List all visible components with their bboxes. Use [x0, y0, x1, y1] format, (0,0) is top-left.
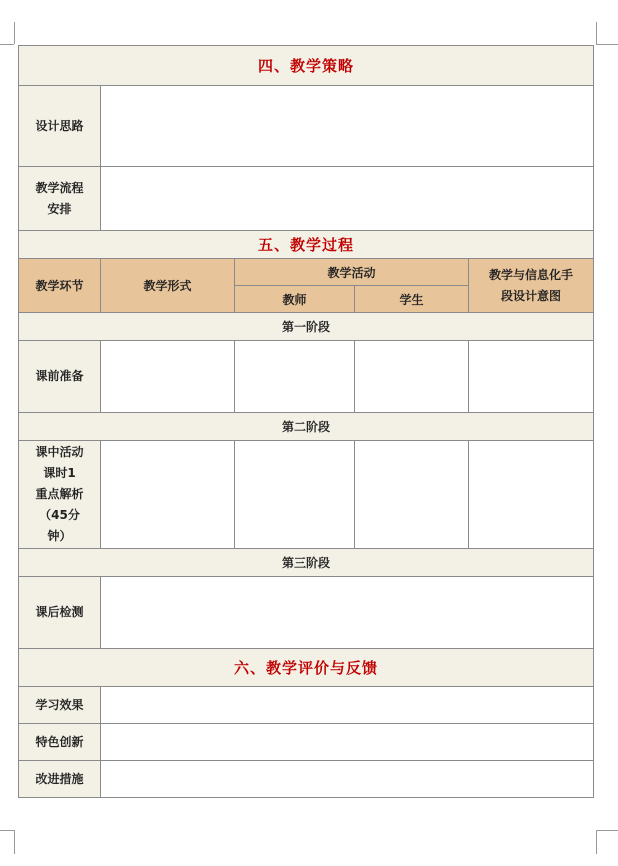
header-teacher: 教师 — [235, 286, 355, 313]
effect-content-cell[interactable] — [101, 687, 594, 724]
in-class-row — [19, 441, 594, 549]
in-class-form-cell[interactable] — [101, 441, 235, 549]
stage3-title: 第三阶段 — [19, 549, 594, 577]
post-class-label: 课后检测 — [19, 577, 101, 649]
lesson-plan-table — [18, 45, 594, 798]
crop-mark-bottom-left-v — [14, 830, 15, 854]
crop-mark-bottom-right — [596, 830, 618, 831]
header-intent-line1: 教学与信息化手 — [489, 267, 574, 282]
in-class-student-cell[interactable] — [355, 441, 469, 549]
process-section-title: 五、教学过程 — [19, 231, 594, 259]
evaluation-section-row — [19, 649, 594, 687]
process-header-row-1 — [19, 259, 594, 286]
flow-label-line1: 教学流程 — [35, 180, 84, 195]
improvement-content-cell[interactable] — [101, 761, 594, 798]
in-class-teacher-cell[interactable] — [235, 441, 355, 549]
in-class-label-line2: 课时1 — [43, 466, 76, 480]
crop-mark-top-right — [596, 44, 618, 45]
improvement-row — [19, 761, 594, 798]
crop-mark-top-left-v — [14, 22, 15, 44]
flow-label-line2: 安排 — [47, 201, 72, 216]
header-intent-line2: 段设计意图 — [501, 288, 562, 303]
header-intent — [469, 259, 594, 313]
crop-mark-top-left — [0, 44, 14, 45]
stage2-title: 第二阶段 — [19, 413, 594, 441]
crop-mark-bottom-right-v — [596, 830, 597, 854]
process-section-row — [19, 231, 594, 259]
in-class-label-line5: 钟） — [47, 529, 72, 543]
evaluation-section-title: 六、教学评价与反馈 — [19, 649, 594, 687]
crop-mark-bottom-left — [0, 830, 14, 831]
crop-mark-top-right-v — [596, 22, 597, 44]
innovation-content-cell[interactable] — [101, 724, 594, 761]
design-row — [19, 86, 594, 167]
post-class-row — [19, 577, 594, 649]
in-class-label — [19, 441, 101, 549]
header-activity: 教学活动 — [235, 259, 469, 286]
pre-class-label: 课前准备 — [19, 341, 101, 413]
strategy-section-row — [19, 46, 594, 86]
header-student: 学生 — [355, 286, 469, 313]
post-class-content-cell[interactable] — [101, 577, 594, 649]
stage2-row — [19, 413, 594, 441]
design-label: 设计思路 — [19, 86, 101, 167]
stage1-title: 第一阶段 — [19, 313, 594, 341]
stage3-row — [19, 549, 594, 577]
innovation-row — [19, 724, 594, 761]
pre-class-student-cell[interactable] — [355, 341, 469, 413]
effect-row — [19, 687, 594, 724]
header-link: 教学环节 — [19, 259, 101, 313]
stage1-row — [19, 313, 594, 341]
flow-content-cell[interactable] — [101, 167, 594, 231]
innovation-label: 特色创新 — [19, 724, 101, 761]
flow-label — [19, 167, 101, 231]
in-class-intent-cell[interactable] — [469, 441, 594, 549]
pre-class-intent-cell[interactable] — [469, 341, 594, 413]
pre-class-row — [19, 341, 594, 413]
in-class-label-line3: 重点解析 — [35, 487, 84, 501]
pre-class-teacher-cell[interactable] — [235, 341, 355, 413]
in-class-label-line4: （45分 — [39, 508, 80, 522]
header-form: 教学形式 — [101, 259, 235, 313]
effect-label: 学习效果 — [19, 687, 101, 724]
in-class-label-line1: 课中活动 — [35, 445, 84, 459]
design-content-cell[interactable] — [101, 86, 594, 167]
flow-row — [19, 167, 594, 231]
improvement-label: 改进措施 — [19, 761, 101, 798]
strategy-section-title: 四、教学策略 — [19, 46, 594, 86]
pre-class-form-cell[interactable] — [101, 341, 235, 413]
